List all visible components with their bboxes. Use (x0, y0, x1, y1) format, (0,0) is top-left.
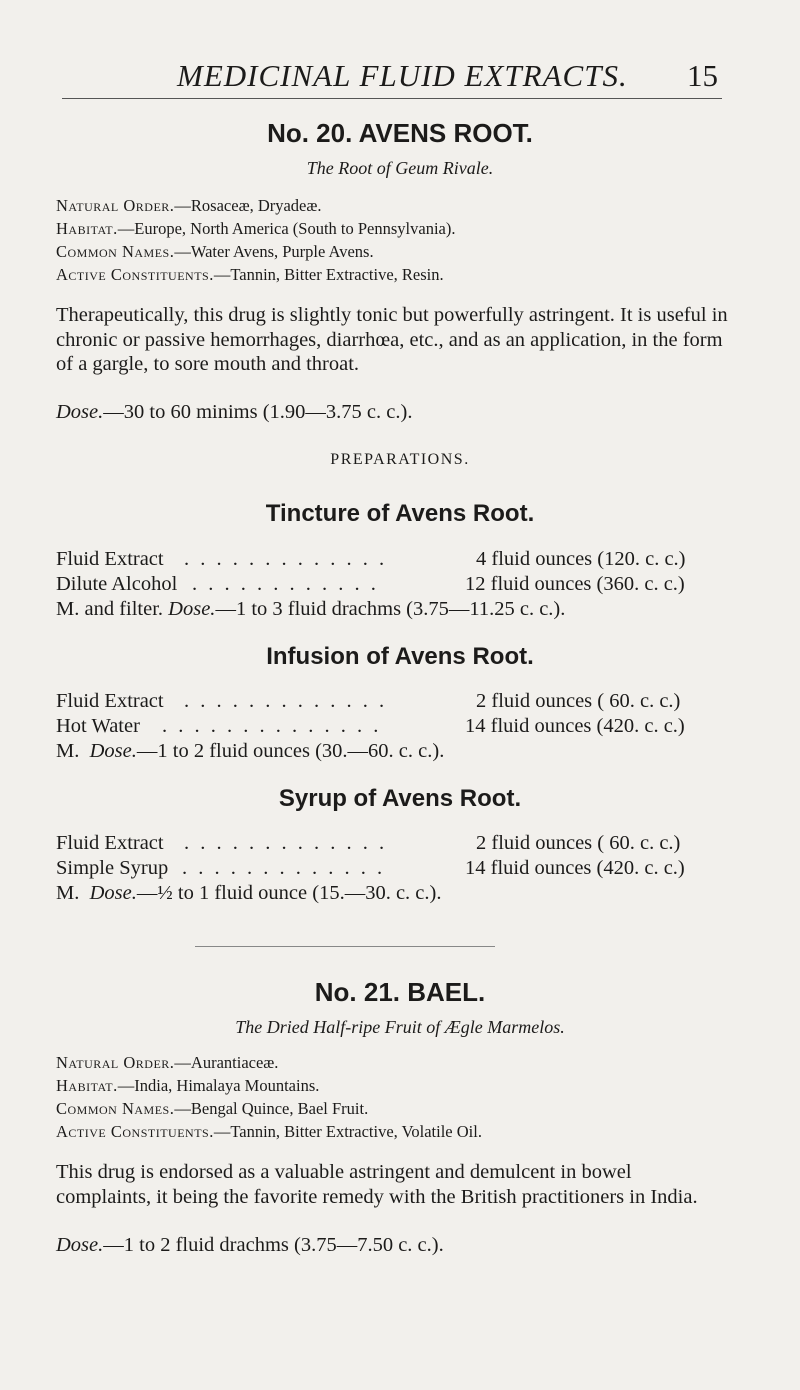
page-number: 15 (687, 58, 718, 93)
habitat-bael: Habitat.—India, Himalaya Mountains. (56, 1076, 320, 1095)
latin-name-avens: The Root of Geum Rivale. (306, 158, 494, 178)
common-names-avens: Common Names.—Water Avens, Purple Avens. (56, 242, 374, 261)
dose-infusion: M. Dose.—1 to 2 fluid ounces (30.—60. c. c.). (56, 740, 445, 762)
preparations-heading: PREPARATIONS. (330, 451, 470, 468)
recipe-title-syrup: Syrup of Avens Root. (278, 785, 522, 812)
recipe-title-tincture: Tincture of Avens Root. (265, 500, 535, 527)
dose-tincture: M. and filter. Dose.—1 to 3 fluid drachms (3.75—11.25 c. c.). (56, 598, 566, 620)
dose-avens: Dose.—30 to 60 minims (1.90—3.75 c. c.). (56, 401, 413, 423)
section-divider (195, 946, 495, 947)
dose-bael: Dose.—1 to 2 fluid drachms (3.75—7.50 c. c.). (56, 1234, 444, 1256)
entry-heading-bael: No. 21. BAEL. (314, 977, 486, 1007)
constituents-bael: Active Constituents.—Tannin, Bitter Extractive, Volatile Oil. (56, 1122, 482, 1141)
description-avens: Therapeutically, this drug is slightly tonic but powerfully astringent. It is useful in chronic or passive hemorrhages, diarrhœa, etc., and as an application, in the form of a gargle, to sore mouth and throat. (56, 304, 728, 375)
recipe-title-infusion: Infusion of Avens Root. (266, 643, 534, 670)
dose-syrup: M. Dose.—½ to 1 fluid ounce (15.—30. c. c.). (56, 882, 442, 904)
natural-order-avens: Natural Order.—Rosaceæ, Dryadeæ. (56, 196, 322, 215)
entry-heading-avens: No. 20. AVENS ROOT. (267, 118, 533, 148)
running-head: MEDICINAL FLUID EXTRACTS. (177, 58, 628, 93)
header-rule (62, 98, 722, 99)
constituents-avens: Active Constituents.—Tannin, Bitter Extractive, Resin. (56, 265, 444, 284)
habitat-avens: Habitat.—Europe, North America (South to Pennsylvania). (56, 219, 456, 238)
common-names-bael: Common Names.—Bengal Quince, Bael Fruit. (56, 1099, 369, 1118)
page-header (62, 58, 722, 100)
book-page: MEDICINAL FLUID EXTRACTS. 15 No. 20. AVENS ROOT. The Root of Geum Rivale. Natural Order.—Rosaceæ, Dryadeæ. Habitat.—Europe, North America (South to Pennsylvania). Common Names.—Water Avens, Purple Avens. Active Constituents.—Tannin, Bitter Extractive, Resin. Therapeutically, this drug is slightly tonic but powerfully astringent. It is useful in chronic or passive hemorrhages, diarrhœa, etc., and as an application, in the form of a gargle, to sore mouth and throat. Dose.—30 to 60 minims (1.90—3.75 c. c.). PREPARATIONS. Tincture of Avens Root. Fluid Extract . . . . . . . . . . . . . 4 fluid ounces (120. c. c.) Dilute Alcohol . . . . . . . . . . . . 12 fluid ounces (360. c. c.) M. and filter. Dose.—1 to 3 fluid drachms (3.75—11.25 c. c.). Infusion of Avens Root. Fluid Extract . . . . . . . . . . . . . 2 fluid ounces ( 60. c. c.) Hot Water . . . . . . . . . . . . . . 14 fluid ounces (420. c. c.) M. Dose.—1 to 2 fluid ounces (30.—60. c. c.). Syrup of Avens Root. Fluid Extract . . . . . . . . . . . . . 2 fluid ounces ( 60. c. c.) Simple Syrup . . . . . . . . . . . . . 14 fluid ounces (420. c. c.) M. Dose.—½ to 1 fluid ounce (15.—30. c. c.). No. 21. BAEL. The Dried Half-ripe Fruit of Ægle Marmelos. Natural Order.—Aurantiaceæ. Habitat.—India, Himalaya Mountains. Common Names.—Bengal Quince, Bael Fruit. Active Constituents.—Tannin, Bitter Extractive, Volatile Oil. This drug is endorsed as a valuable astringent and demulcent in bowel complaints, it being the favorite remedy with the British practitioners in India. Dose.—1 to 2 fluid drachms (3.75—7.50 c. c.). (0, 0, 800, 1390)
natural-order-bael: Natural Order.—Aurantiaceæ. (56, 1053, 279, 1072)
description-bael: This drug is endorsed as a valuable astringent and demulcent in bowel complaints, it being the favorite remedy with the British practitioners in India. (56, 1161, 698, 1208)
latin-name-bael: The Dried Half-ripe Fruit of Ægle Marmelos. (235, 1017, 565, 1037)
